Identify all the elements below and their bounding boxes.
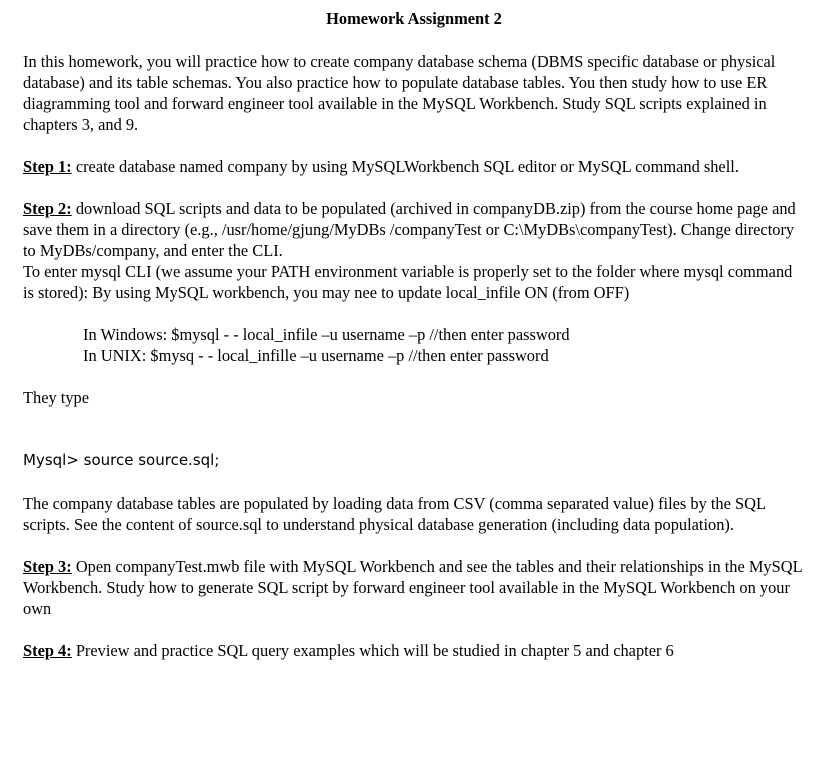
mysql-command: Mysql> source source.sql; (23, 451, 220, 469)
spacer (23, 408, 805, 450)
step1-text: create database named company by using MySQLWorkbench SQL editor or MySQL command shell. (71, 157, 739, 176)
spacer (23, 471, 805, 493)
step1-paragraph (23, 156, 805, 177)
spacer (23, 303, 805, 324)
step2-paragraph (23, 198, 805, 261)
intro-paragraph: In this homework, you will practice how to create company database schema (DBMS specific database or physical database) and its table schemas. You also practice how to populate database tables. You then study how to use ER diagramming tool and forward engineer tool available in the MySQL Workbench. Study SQL scripts explained in chapters 3, and 9. (23, 52, 776, 134)
spacer (23, 619, 805, 640)
spacer (23, 29, 805, 51)
spacer (23, 535, 805, 556)
populated-note: The company database tables are populated by loading data from CSV (comma separated value) files by the SQL scripts. See the content of source.sql to understand physical database generation (including data population). (23, 494, 766, 534)
step3-label: Step 3: (23, 557, 72, 576)
page-title: Homework Assignment 2 (326, 9, 502, 28)
document-page (23, 8, 805, 661)
step4-label: Step 4: (23, 641, 72, 660)
spacer (23, 177, 805, 198)
step4-paragraph (23, 640, 805, 661)
step2-label: Step 2: (23, 199, 72, 218)
unix-command: In UNIX: $mysq - - local_infille –u username –p //then enter password (83, 346, 549, 365)
spacer (23, 135, 805, 156)
step2-text: download SQL scripts and data to be populated (archived in companyDB.zip) from the course home page and save them in a directory (e.g., /usr/home/gjung/MyDBs /companyTest or C:\MyDBs\companyTest). Change directory to MyDBs/company, and enter the CLI. (23, 199, 796, 260)
step3-text: Open companyTest.mwb file with MySQL Workbench and see the tables and their relationships in the MySQL Workbench. Study how to generate SQL script by forward engineer tool available in the MySQL Workbench on your own (23, 557, 802, 618)
cli-note: To enter mysql CLI (we assume your PATH environment variable is properly set to the folder where mysql command is stored): By using MySQL workbench, you may nee to update local_infile ON (from OFF) (23, 262, 793, 302)
windows-command: In Windows: $mysql - - local_infile –u username –p //then enter password (83, 325, 570, 344)
spacer (23, 366, 805, 387)
step1-label: Step 1: (23, 157, 72, 176)
they-type-text: They type (23, 388, 89, 407)
step4-text: Preview and practice SQL query examples which will be studied in chapter 5 and chapter 6 (71, 641, 674, 660)
step3-paragraph (23, 556, 805, 619)
